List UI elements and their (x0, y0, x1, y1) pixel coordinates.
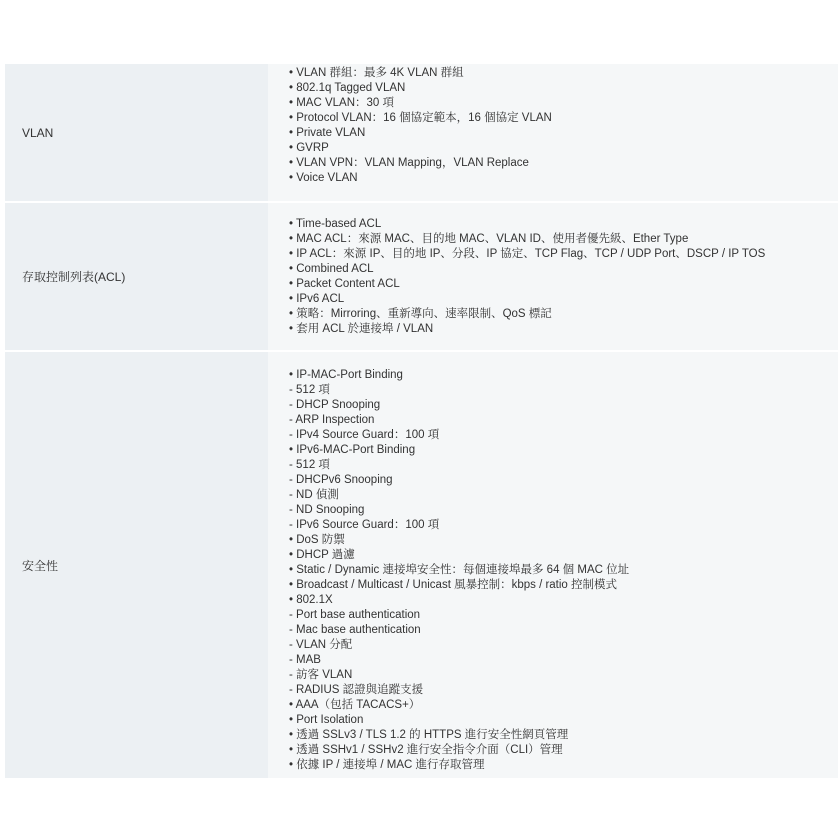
spec-line: • Broadcast / Multicast / Unicast 風暴控制：kbps / ratio 控制模式 (289, 579, 618, 591)
spec-line: • 透過 SSLv3 / TLS 1.2 的 HTTPS 進行安全性網頁管理 (289, 729, 569, 741)
spec-line: - ND 偵測 (289, 489, 339, 501)
spec-line: • 802.1q Tagged VLAN (289, 82, 406, 94)
spec-line: - Port base authentication (289, 609, 421, 621)
spec-line: • DoS 防禦 (289, 534, 345, 546)
spec-row-security (5, 352, 838, 780)
row-values (268, 352, 838, 778)
spec-line: • MAC ACL：來源 MAC、目的地 MAC、VLAN ID、使用者優先級、Ether Type (289, 232, 689, 245)
spec-line: - DHCP Snooping (289, 399, 381, 411)
spec-line: - Mac base authentication (289, 624, 421, 636)
spec-line: • GVRP (289, 142, 329, 154)
spec-line: - DHCPv6 Snooping (289, 474, 393, 486)
spec-line: • MAC VLAN：30 項 (289, 97, 394, 109)
row-label: VLAN (22, 125, 54, 140)
spec-line: • DHCP 過濾 (289, 549, 355, 561)
spec-line: • Time-based ACL (289, 217, 382, 230)
spec-line: - ND Snooping (289, 504, 365, 516)
spec-line: • 透過 SSHv1 / SSHv2 進行安全指令介面（CLI）管理 (289, 744, 563, 756)
spec-line: • Static / Dynamic 連接埠安全性：每個連接埠最多 64 個 MAC 位址 (289, 564, 630, 576)
spec-line: • Port Isolation (289, 714, 364, 726)
spec-line: • 策略：Mirroring、重新導向、速率限制、QoS 標記 (289, 307, 552, 320)
spec-line: • Combined ACL (289, 262, 374, 275)
spec-line: - RADIUS 認證與追蹤支援 (289, 684, 424, 696)
spec-row-vlan (5, 64, 838, 203)
row-values (268, 203, 838, 350)
spec-line: • 依據 IP / 連接埠 / MAC 進行存取管理 (289, 759, 485, 771)
spec-line: - IPv6 Source Guard：100 項 (289, 519, 440, 531)
spec-line: • IPv6-MAC-Port Binding (289, 444, 416, 456)
spec-line: • IP-MAC-Port Binding (289, 369, 403, 381)
spec-line: • IP ACL：來源 IP、目的地 IP、分段、IP 協定、TCP Flag、TCP / UDP Port、DSCP / IP TOS (289, 247, 766, 260)
row-label: 安全性 (22, 558, 59, 573)
spec-table (5, 64, 838, 780)
spec-line: • Packet Content ACL (289, 277, 400, 290)
spec-line: • Voice VLAN (289, 172, 358, 184)
spec-line: • Protocol VLAN：16 個協定範本，16 個協定 VLAN (289, 112, 552, 124)
spec-line: - VLAN 分配 (289, 639, 353, 651)
row-label: 存取控制列表(ACL) (22, 270, 126, 284)
spec-line: - ARP Inspection (289, 414, 375, 426)
spec-line: - IPv4 Source Guard：100 項 (289, 429, 440, 441)
spec-line: - MAB (289, 654, 321, 666)
spec-line: • IPv6 ACL (289, 292, 345, 305)
spec-line: • VLAN 群組：最多 4K VLAN 群組 (289, 67, 464, 79)
spec-line: - 訪客 VLAN (289, 669, 353, 681)
spec-line: • Private VLAN (289, 127, 366, 139)
spec-line: - 512 項 (289, 384, 330, 396)
row-values (268, 64, 838, 201)
spec-line: • VLAN VPN：VLAN Mapping，VLAN Replace (289, 157, 529, 169)
spec-line: • AAA（包括 TACACS+） (289, 699, 421, 711)
spec-line: • 802.1X (289, 594, 333, 606)
spec-row-acl (5, 203, 838, 352)
spec-line: • 套用 ACL 於連接埠 / VLAN (289, 322, 434, 335)
spec-line: - 512 項 (289, 459, 330, 471)
